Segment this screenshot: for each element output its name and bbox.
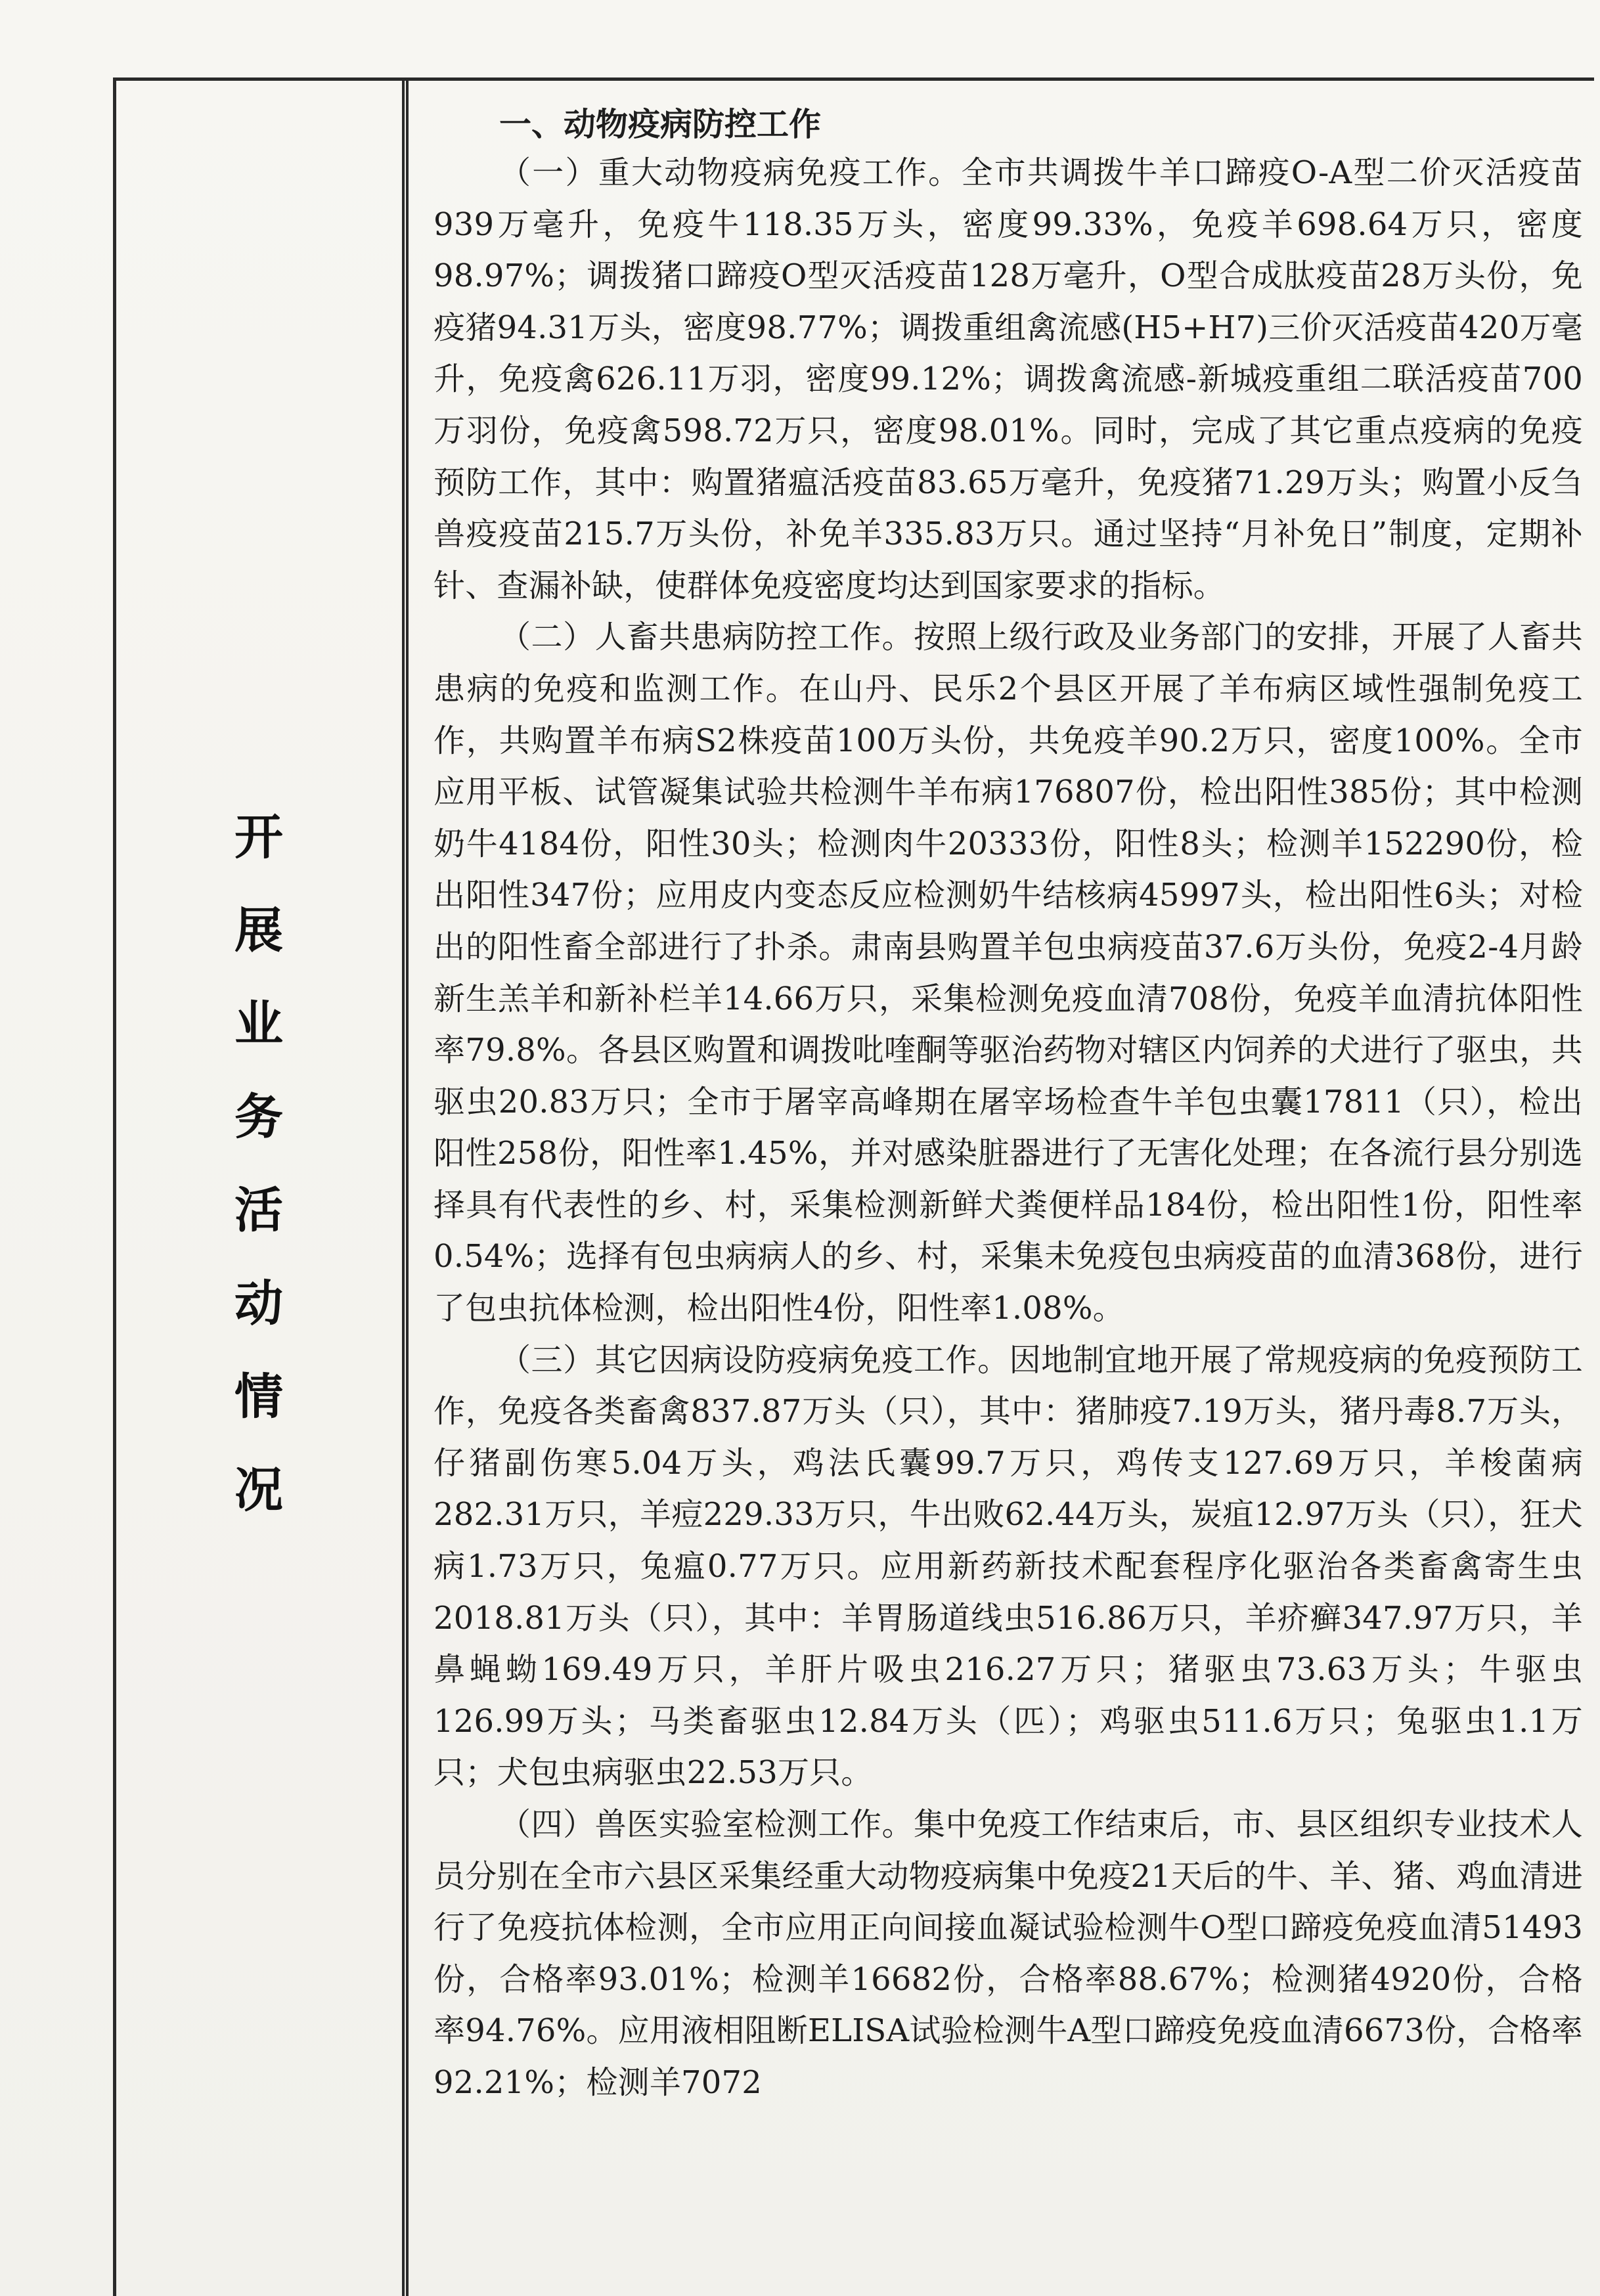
row-label-char: 务 xyxy=(234,1089,283,1145)
paragraph-other-disease-immunization: （三）其它因病设防疫病免疫工作。因地制宜地开展了常规疫病的免疫预防工作，免疫各类畜禽837.87万头（只），其中：猪肺疫7.19万头，猪丹毒8.7万头，仔猪副伤寒5.04万头，鸡法氏囊99.7万只，鸡传支127.69万只，羊梭菌病282.31万只，羊痘229.33万只，牛出败62.44万头，炭疽12.97万头（只），狂犬病1.73万只，兔瘟0.77万只。应用新药新技术配套程序化驱治各类畜禽寄生虫2018.81万头（只），其中：羊胃肠道线虫516.86万只，羊疥癣347.97万只，羊鼻蝇蚴169.49万只，羊肝片吸虫216.27万只；猪驱虫73.63万头；牛驱虫126.99万头；马类畜驱虫12.84万头（匹）；鸡驱虫511.6万只；兔驱虫1.1万只；犬包虫病驱虫22.53万只。 xyxy=(433,1341,1583,1792)
paragraph-lab-testing: （四）兽医实验室检测工作。集中免疫工作结束后，市、县区组织专业技术人员分别在全市六县区采集经重大动物疫病集中免疫21天后的牛、羊、猪、鸡血清进行了免疫抗体检测，全市应用正向间接血凝试验检测牛O型口蹄疫免疫血清51493份，合格率93.01%；检测羊16682份，合格率88.67%；检测猪4920份，合格率94.76%。应用液相阻断ELISA试验检测牛A型口蹄疫免疫血清6673份，合格率92.21%；检测羊7072 xyxy=(433,1806,1583,2101)
row-label-char: 活 xyxy=(234,1182,283,1239)
paragraph-zoonosis-control: （二）人畜共患病防控工作。按照上级行政及业务部门的安排，开展了人畜共患病的免疫和监测工作。在山丹、民乐2个县区开展了羊布病区域性强制免疫工作，共购置羊布病S2株疫苗100万头份，共免疫羊90.2万只，密度100%。全市应用平板、试管凝集试验共检测牛羊布病176807份，检出阳性385份；其中检测奶牛4184份，阳性30头；检测肉牛20333份，阳性8头；检测羊152290份，检出阳性347份；应用皮内变态反应检测奶牛结核病45997头，检出阳性6头；对检出的阳性畜全部进行了扑杀。肃南县购置羊包虫病疫苗37.6万头份，免疫2-4月龄新生羔羊和新补栏羊14.66万只，采集检测免疫血清708份，免疫羊血清抗体阳性率79.8%。各县区购置和调拨吡喹酮等驱治药物对辖区内饲养的犬进行了驱虫，共驱虫20.83万只；全市于屠宰高峰期在屠宰场检查牛羊包虫囊17811（只），检出阳性258份，阳性率1.45%，并对感染脏器进行了无害化处理；在各流行县分别选择具有代表性的乡、村，采集检测新鲜犬粪便样品184份，检出阳性1份，阳性率0.54%；选择有包虫病病人的乡、村，采集未免疫包虫病疫苗的血清368份，进行了包虫抗体检测，检出阳性4份，阳性率1.08%。 xyxy=(433,619,1583,1327)
column-divider xyxy=(402,77,409,2296)
content-column xyxy=(433,105,1583,2109)
row-label-char: 开 xyxy=(234,809,283,866)
row-label-column xyxy=(116,809,402,1559)
row-label-char: 情 xyxy=(234,1369,283,1425)
section-heading: 一、动物疫病防控工作 xyxy=(499,105,822,143)
row-label-char: 展 xyxy=(234,902,283,959)
row-label-char: 况 xyxy=(234,1462,283,1518)
row-label-char: 动 xyxy=(234,1275,283,1332)
paragraph-major-disease-immunization: （一）重大动物疫病免疫工作。全市共调拨牛羊口蹄疫O-A型二价灭活疫苗939万毫升，免疫牛118.35万头，密度99.33%，免疫羊698.64万只，密度98.97%；调拨猪口蹄疫O型灭活疫苗128万毫升，O型合成肽疫苗28万头份，免疫猪94.31万头，密度98.77%；调拨重组禽流感(H5+H7)三价灭活疫苗420万毫升，免疫禽626.11万羽，密度99.12%；调拨禽流感-新城疫重组二联活疫苗700万羽份，免疫禽598.72万只，密度98.01%。同时，完成了其它重点疫病的免疫预防工作，其中：购置猪瘟活疫苗83.65万毫升，免疫猪71.29万头；购置小反刍兽疫疫苗215.7万头份，补免羊335.83万只。通过坚持“月补免日”制度，定期补针、查漏补缺，使群体免疫密度均达到国家要求的指标。 xyxy=(433,154,1583,604)
row-label-char: 业 xyxy=(234,996,283,1052)
